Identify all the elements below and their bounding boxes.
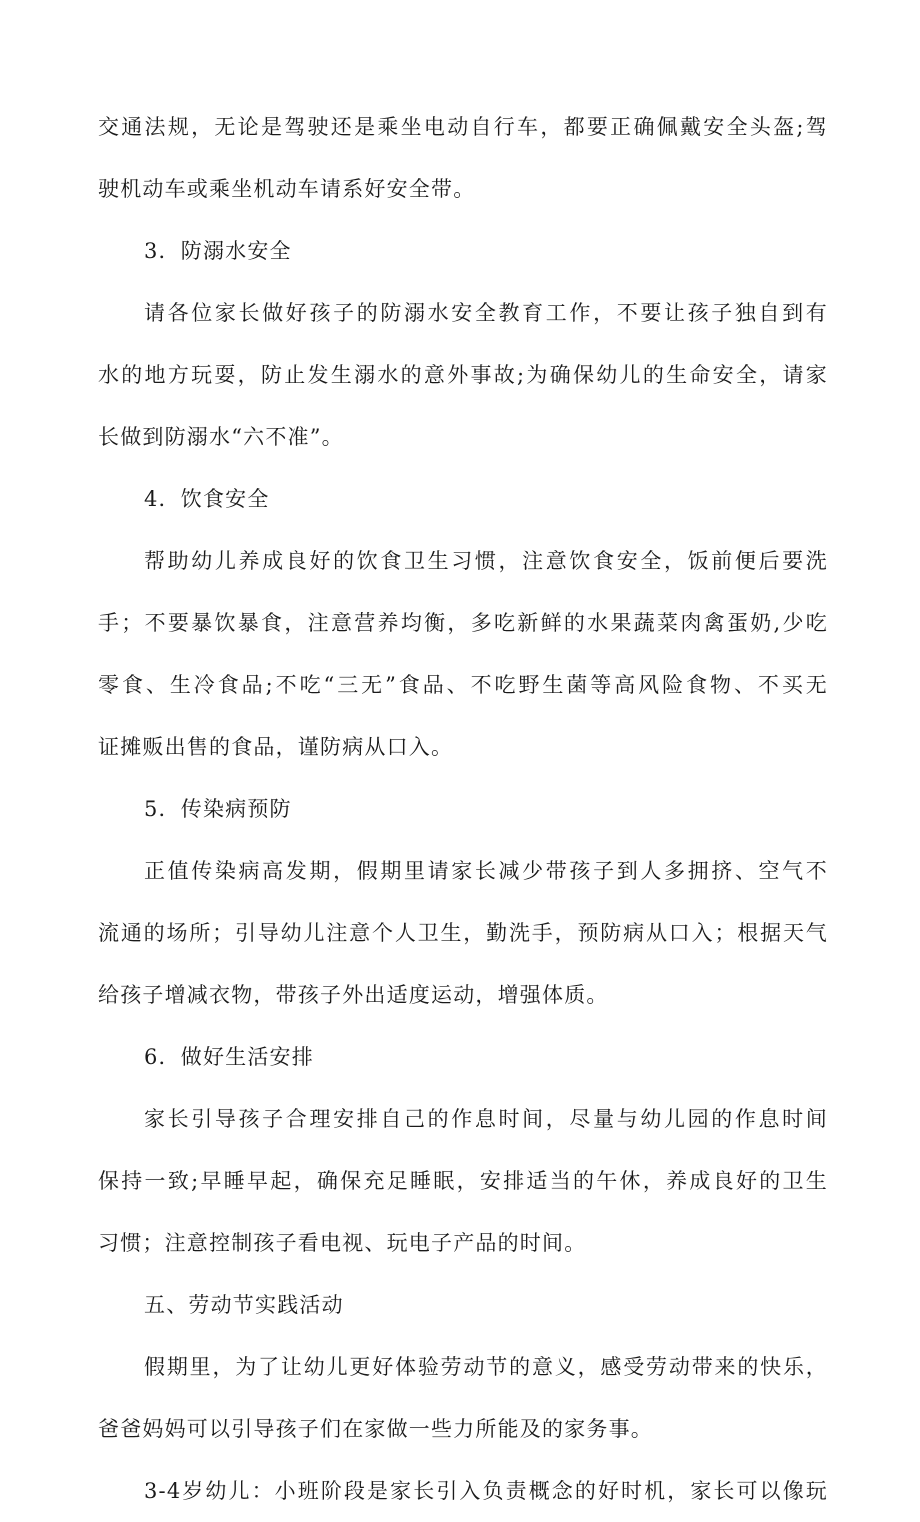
paragraph-line: 长做到防溺水“六不准”。 <box>98 425 344 449</box>
paragraph-line: 证摊贩出售的食品，谨防病从口入。 <box>98 735 454 759</box>
paragraph-line: 流通的场所；引导幼儿注意个人卫生，勤洗手，预防病从口入；根据天气 <box>98 921 828 945</box>
section-heading: 5．传染病预防 <box>144 797 292 821</box>
paragraph-line: 帮助幼儿养成良好的饮食卫生习惯，注意饮食安全，饭前便后要洗 <box>144 549 828 573</box>
section-heading: 6．做好生活安排 <box>144 1045 314 1069</box>
paragraph-line: 假期里，为了让幼儿更好体验劳动节的意义，感受劳动带来的快乐， <box>144 1355 828 1379</box>
section-heading: 4．饮食安全 <box>144 487 270 511</box>
paragraph-line: 保持一致;早睡早起，确保充足睡眠，安排适当的午休，养成良好的卫生 <box>98 1169 828 1193</box>
paragraph-line: 3-4岁幼儿：小班阶段是家长引入负责概念的好时机，家长可以像玩 <box>144 1479 828 1503</box>
paragraph-line: 爸爸妈妈可以引导孩子们在家做一些力所能及的家务事。 <box>98 1417 653 1441</box>
paragraph-line: 正值传染病高发期，假期里请家长减少带孩子到人多拥挤、空气不 <box>144 859 828 883</box>
paragraph-line: 习惯；注意控制孩子看电视、玩电子产品的时间。 <box>98 1231 587 1255</box>
paragraph-line: 家长引导孩子合理安排自己的作息时间，尽量与幼儿园的作息时间 <box>144 1107 828 1131</box>
paragraph-line: 给孩子增减衣物，带孩子外出适度运动，增强体质。 <box>98 983 609 1007</box>
paragraph-line: 手；不要暴饮暴食，注意营养均衡，多吃新鲜的水果蔬菜肉禽蛋奶,少吃 <box>98 611 828 635</box>
section-heading: 五、劳动节实践活动 <box>144 1293 344 1317</box>
paragraph-line: 交通法规，无论是驾驶还是乘坐电动自行车，都要正确佩戴安全头盔;驾 <box>98 115 828 139</box>
paragraph-line: 水的地方玩耍，防止发生溺水的意外事故;为确保幼儿的生命安全，请家 <box>98 363 828 387</box>
section-heading: 3．防溺水安全 <box>144 239 292 263</box>
document-body <box>98 96 828 1522</box>
paragraph-line: 请各位家长做好孩子的防溺水安全教育工作，不要让孩子独自到有 <box>144 301 828 325</box>
paragraph-line: 零食、生冷食品;不吃“三无”食品、不吃野生菌等高风险食物、不买无 <box>98 673 828 697</box>
paragraph-line: 驶机动车或乘坐机动车请系好安全带。 <box>98 177 476 201</box>
